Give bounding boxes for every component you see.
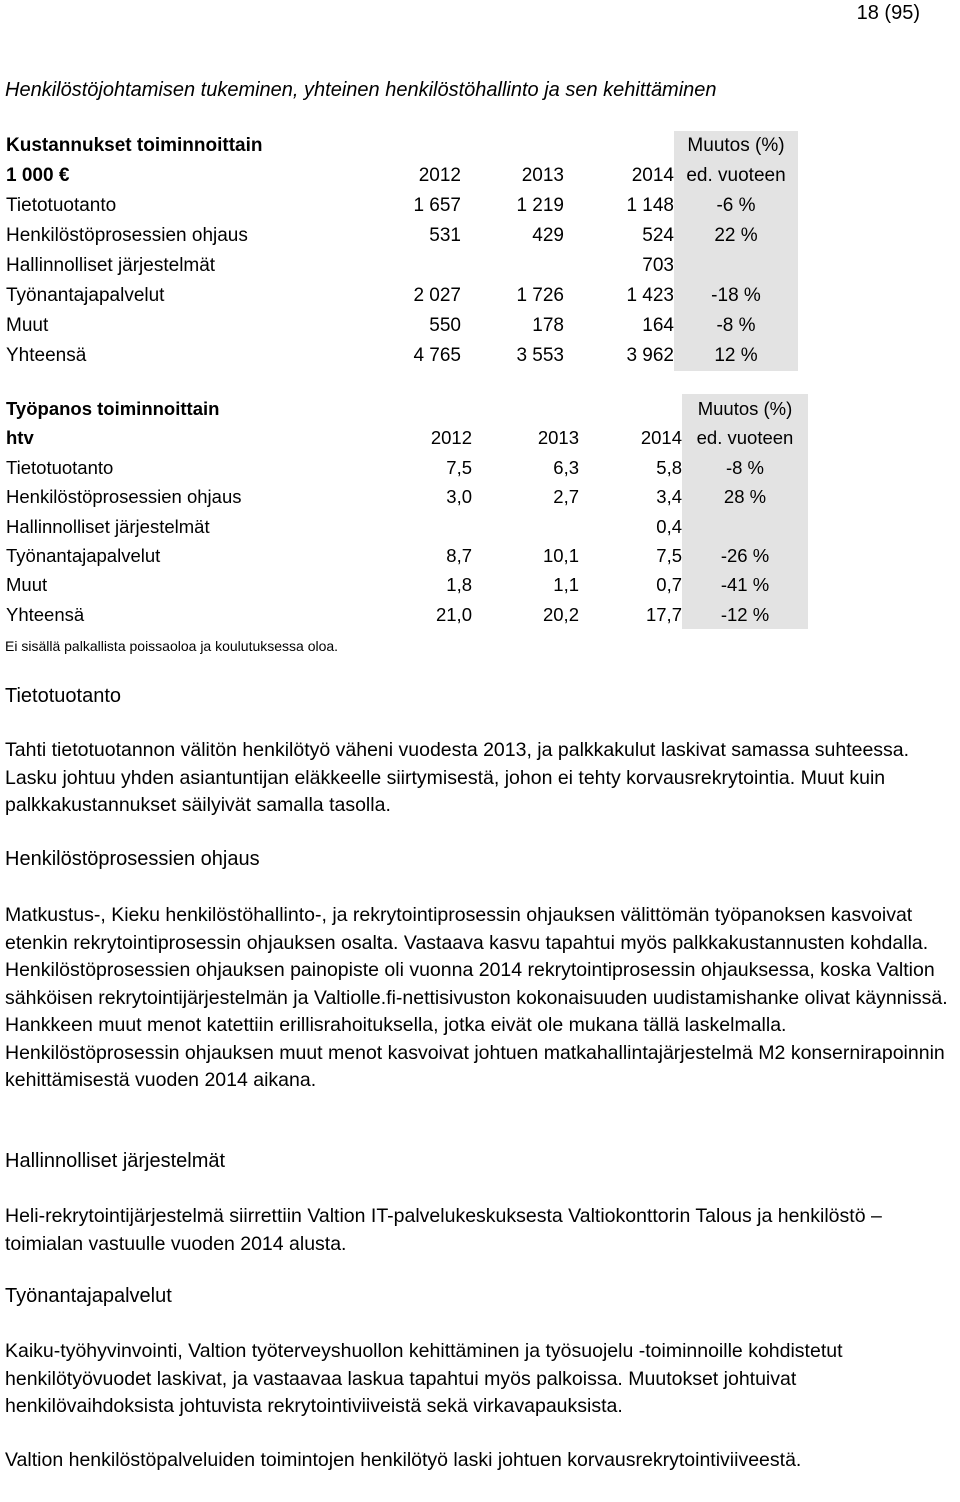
- row-label: Henkilöstöprosessien ohjaus: [6, 486, 242, 508]
- heading-hallinnolliset-jarjestelmat: Hallinnolliset järjestelmät: [5, 1150, 226, 1172]
- paragraph-tietotuotanto: Tahti tietotuotannon välitön henkilötyö väheni vuodesta 2013, ja palkkakulut laskivat samassa suhteessa. Lasku johtuu yhden asiantuntijan eläkkeelle siirtymisestä, johon ei tehty korvausrekrytointia. Muut kuin palkkakustannukset säilyivät samalla tasolla.: [5, 739, 910, 816]
- row-label: Yhteensä: [6, 345, 87, 366]
- row-label: Muut: [6, 315, 49, 336]
- change-header: Muutos (%): [682, 394, 808, 423]
- cell-2014: 0,7: [656, 574, 682, 596]
- cell-2012: 1,8: [446, 574, 472, 596]
- cell-2014: 164: [642, 315, 674, 336]
- year-header: 2012: [418, 165, 461, 186]
- row-label: Tietotuotanto: [6, 456, 114, 478]
- row-label: Henkilöstöprosessien ohjaus: [6, 225, 248, 246]
- table-row: [5, 570, 808, 599]
- cell-2013: 6,3: [553, 456, 579, 478]
- year-header: 2014: [631, 165, 674, 186]
- table-row: [5, 453, 808, 482]
- effort-table: [5, 394, 808, 629]
- cell-change: -6 %: [674, 191, 798, 221]
- heading-henkilostoprosessien-ohjaus: Henkilöstöprosessien ohjaus: [5, 848, 260, 870]
- table-footnote: Ei sisällä palkallista poissaoloa ja koulutuksessa oloa.: [5, 638, 339, 654]
- table-row: [5, 311, 798, 341]
- cell-change: 12 %: [674, 341, 798, 371]
- cell-change: -26 %: [682, 541, 808, 570]
- row-label: Muut: [6, 574, 48, 596]
- table-header-row: [5, 423, 808, 452]
- table-row: [5, 251, 798, 281]
- row-label: Hallinnolliset järjestelmät: [6, 515, 210, 537]
- table-row: [5, 482, 808, 511]
- table-row: [5, 512, 808, 541]
- table-header-row: [5, 131, 798, 161]
- cell-2013: 1 726: [516, 285, 564, 306]
- table-header-row: [5, 394, 808, 423]
- row-label: Työnantajapalvelut: [6, 285, 165, 306]
- table-row: [5, 281, 798, 311]
- cell-2013: 429: [532, 225, 564, 246]
- cell-2012: 4 765: [413, 345, 461, 366]
- cell-change: -8 %: [682, 453, 808, 482]
- cell-2012: 531: [429, 225, 461, 246]
- change-header: Muutos (%): [674, 131, 798, 161]
- table-row: [5, 541, 808, 570]
- change-header: ed. vuoteen: [674, 161, 798, 191]
- table-header-row: [5, 161, 798, 191]
- currency-symbol: €: [58, 165, 70, 186]
- cell-change: -12 %: [682, 600, 808, 629]
- row-label: Tietotuotanto: [6, 195, 117, 216]
- paragraph-tyonantajapalvelut-2: Valtion henkilöstöpalveluiden toimintojen henkilötyö laski johtuen korvausrekrytointiviiveestä.: [5, 1449, 802, 1471]
- cell-change: 22 %: [674, 221, 798, 251]
- table-row: [5, 221, 798, 251]
- cell-change: 28 %: [682, 482, 808, 511]
- page-number: 18 (95): [856, 2, 920, 24]
- cell-change: -41 %: [682, 570, 808, 599]
- cell-2012: [336, 512, 472, 541]
- cell-2014: 524: [642, 225, 674, 246]
- costs-table: [5, 131, 798, 371]
- cell-2014: 3 962: [626, 345, 674, 366]
- year-header: 2013: [537, 427, 579, 449]
- cell-2013: 20,2: [542, 603, 579, 625]
- cell-2012: 8,7: [446, 545, 472, 567]
- cell-2013: [461, 251, 564, 281]
- cell-2014: 5,8: [656, 456, 682, 478]
- cell-2014: 1 423: [626, 285, 674, 306]
- heading-tyonantajapalvelut: Työnantajapalvelut: [5, 1285, 172, 1307]
- cell-2014: 0,4: [656, 515, 682, 537]
- year-header: 2012: [430, 427, 472, 449]
- cell-2014: 7,5: [656, 545, 682, 567]
- cell-change: -18 %: [674, 281, 798, 311]
- row-label: Työnantajapalvelut: [6, 545, 161, 567]
- cell-2012: 550: [429, 315, 461, 336]
- cell-2014: 3,4: [656, 486, 682, 508]
- paragraph-hallinnolliset-jarjestelmat: Heli-rekrytointijärjestelmä siirrettiin Valtion IT-palvelukeskuksesta Valtiokonttorin Talous ja henkilöstö –toimialan vastuulle vuoden 2014 alusta.: [5, 1205, 882, 1255]
- unit-label: htv: [6, 427, 34, 449]
- table-row: [5, 341, 798, 371]
- cell-2012: 21,0: [435, 603, 472, 625]
- section-title: Henkilöstöjohtamisen tukeminen, yhteinen henkilöstöhallinto ja sen kehittäminen: [5, 79, 717, 101]
- cell-change: [682, 512, 808, 541]
- cell-2013: 178: [532, 315, 564, 336]
- cell-2012: 3,0: [446, 486, 472, 508]
- heading-tietotuotanto: Tietotuotanto: [5, 685, 122, 707]
- cell-2014: 703: [642, 255, 674, 276]
- paragraph-tyonantajapalvelut-1: Kaiku-työhyvinvointi, Valtion työterveyshuollon kehittäminen ja työsuojelu -toiminnoille kohdistetut henkilötyövuodet laskivat, ja vastaavaa laskua tapahtui myös palkoissa. Muutokset johtuivat henkilövaihdoksista johtuvista rekrytointiviiveistä sekä virkavapauksista.: [5, 1340, 843, 1417]
- effort-table-title: Työpanos toiminnoittain: [6, 398, 220, 419]
- cell-2012: 2 027: [413, 285, 461, 306]
- table-row: [5, 191, 798, 221]
- row-label: Hallinnolliset järjestelmät: [6, 255, 216, 276]
- cell-2013: 10,1: [542, 545, 579, 567]
- cell-change: -8 %: [674, 311, 798, 341]
- cell-2013: 1 219: [516, 195, 564, 216]
- cell-2014: 17,7: [645, 603, 682, 625]
- table-row: [5, 600, 808, 629]
- cell-2013: 2,7: [553, 486, 579, 508]
- unit-label: 1 000: [6, 165, 54, 186]
- cell-2013: 1,1: [553, 574, 579, 596]
- cell-2012: 1 657: [413, 195, 461, 216]
- change-header: ed. vuoteen: [682, 423, 808, 452]
- cell-2013: 3 553: [516, 345, 564, 366]
- year-header: 2014: [640, 427, 682, 449]
- cell-2014: 1 148: [626, 195, 674, 216]
- cell-change: [674, 251, 798, 281]
- row-label: Yhteensä: [6, 603, 85, 625]
- cell-2012: 7,5: [446, 456, 472, 478]
- paragraph-henkilostoprosessien-ohjaus: Matkustus-, Kieku henkilöstöhallinto-, ja rekrytointiprosessin ohjauksen välittömän työpanoksen kasvoivat etenkin rekrytointiprosessin ohjauksen osalta. Vastaava kasvu tapahtui myös palkkakustannusten kohdalla. Henkilöstöprosessien ohjauksen painopiste oli vuonna 2014 rekrytointiprosessin ohjauksessa, koska Valtion sähköisen rekrytointijärjestelmän ja Valtiolle.fi-nettisivuston kokonaisuuden uudistamishanke olivat käynnissä. Hankkeen muut menot katettiin erillisrahoituksella, jotka eivät ole mukana tällä laskelmalla. Henkilöstöprosessin ohjauksen muut menot kasvoivat johtuen matkahallintajärjestelmä M2 konsernirapoinnin kehittämisestä vuoden 2014 aikana.: [5, 904, 948, 1091]
- cell-2013: [472, 512, 579, 541]
- year-header: 2013: [521, 165, 564, 186]
- costs-table-title: Kustannukset toiminnoittain: [6, 135, 263, 156]
- cell-2012: [336, 251, 461, 281]
